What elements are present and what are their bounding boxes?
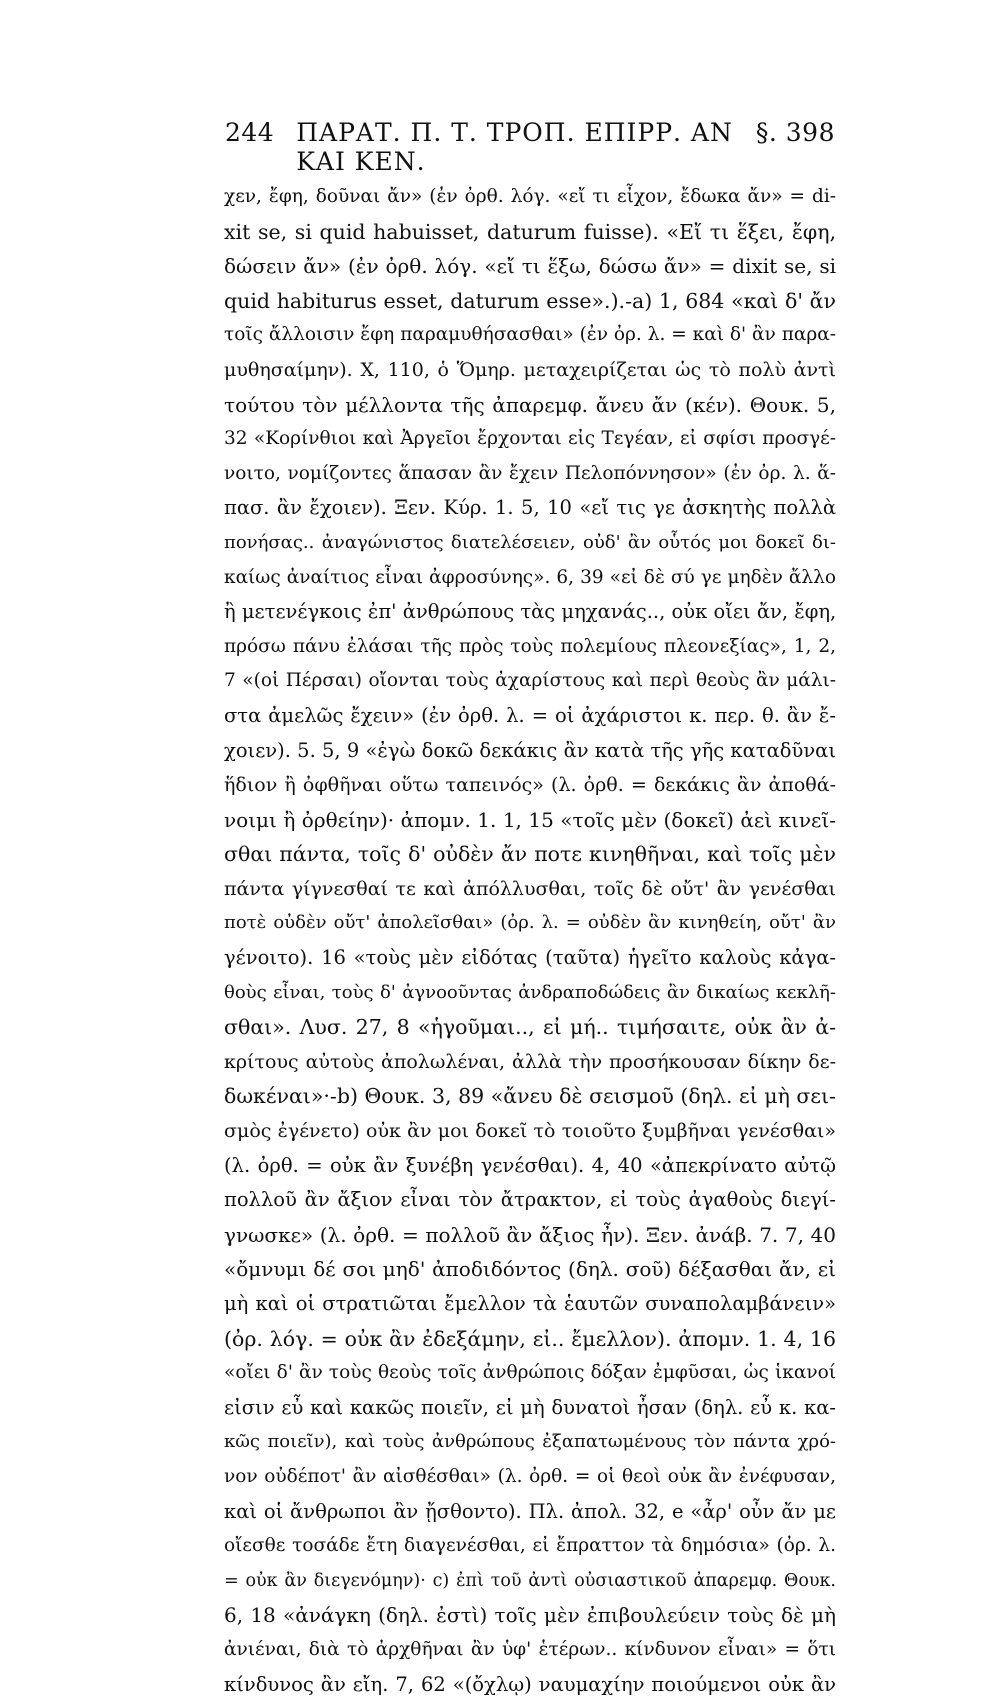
- text-line: ἢ μετενέγκοις ἐπ' ἀνθρώπους τὰς μηχανάς.., οὐκ οἴει ἄν, ἔφη,: [224, 600, 836, 624]
- text-line: γένοιτο). 16 «τοὺς μὲν εἰδότας (ταῦτα) ἡγεῖτο καλοὺς κἀγα-: [224, 946, 836, 970]
- text-line: 32 «Κορίνθιοι καὶ Ἀργεῖοι ἔρχονται εἰς Τεγέαν, εἰ σφίσι προσγέ-: [224, 428, 836, 450]
- text-line: ἥδιον ἢ ὀφθῆναι οὕτω ταπεινός» (λ. ὀρθ. = δεκάκις ἂν ἀποθά-: [224, 774, 836, 797]
- body-text: [224, 180, 836, 1702]
- text-line: νοιτο, νομίζοντες ἅπασαν ἂν ἔχειν Πελοπόννησον» (ἐν ὀρ. λ. ἅ-: [224, 462, 836, 484]
- text-line: πονήσας.. ἀναγώνιστος διατελέσειεν, οὐδ' ἂν οὗτός μοι δοκεῖ δι-: [224, 531, 836, 553]
- text-line: καὶ οἱ ἄνθρωποι ἂν ᾔσθοντο). Πλ. ἀπολ. 32, e «ἆρ' οὖν ἄν με: [224, 1499, 836, 1523]
- text-line: «οἴει δ' ἂν τοὺς θεοὺς τοῖς ἀνθρώποις δόξαν ἐμφῦσαι, ὡς ἱκανοί: [224, 1362, 836, 1384]
- page-number: 244: [225, 118, 275, 147]
- text-line: xit se, si quid habuisset, daturum fuisse). «Εἴ τι ἕξει, ἔφη,: [224, 219, 836, 244]
- text-line: χοιεν). 5. 5, 9 «ἐγὼ δοκῶ δεκάκις ἂν κατὰ τῆς γῆς καταδῦναι: [224, 738, 836, 762]
- text-line: εἰσιν εὖ καὶ κακῶς ποιεῖν, εἰ μὴ δυνατοὶ ἦσαν (δηλ. εὖ κ. κα-: [224, 1395, 836, 1419]
- text-line: 7 «(οἱ Πέρσαι) οἴονται τοὺς ἀχαρίστους καὶ περὶ θεοὺς ἂν μάλι-: [224, 670, 836, 692]
- text-line: κῶς ποιεῖν), καὶ τοὺς ἀνθρώπους ἐξαπατωμένους τὸν πάντα χρό-: [224, 1431, 836, 1453]
- text-line: πρόσω πάνυ ἐλάσαι τῆς πρὸς τοὺς πολεμίους πλεονεξίας», 1, 2,: [224, 635, 836, 657]
- text-line: στα ἀμελῶς ἔχειν» (ἐν ὀρθ. λ. = οἱ ἀχάριστοι κ. περ. θ. ἂν ἔ-: [224, 703, 836, 727]
- text-line: χεν, ἔφη, δοῦναι ἄν» (ἐν ὀρθ. λόγ. «εἴ τι εἶχον, ἔδωκα ἄν» = di-: [224, 186, 836, 207]
- text-line: καίως ἀναίτιος εἶναι ἀφροσύνης». 6, 39 «εἰ δὲ σύ γε μηδὲν ἄλλο: [224, 566, 836, 588]
- text-line: κρίτους αὐτοὺς ἀπολωλέναι, ἀλλὰ τὴν προσήκουσαν δίκην δε-: [224, 1050, 836, 1073]
- text-line: quid habiturus esset, daturum esse».).-a) 1, 684 «καὶ δ' ἄν: [224, 288, 836, 313]
- section-number: §. 398: [755, 118, 835, 147]
- text-line: γνωσκε» (λ. ὀρθ. = πολλοῦ ἂν ἄξιος ἦν). Ξεν. ἀνάβ. 7. 7, 40: [224, 1222, 836, 1247]
- text-line: ἀνιέναι, διὰ τὸ ἀρχθῆναι ἂν ὑφ' ἑτέρων.. κίνδυνον εἶναι» = ὅτι: [224, 1638, 836, 1660]
- text-line: μὴ καὶ οἱ στρατιῶται ἔμελλον τὰ ἑαυτῶν συναπολαμβάνειν»: [224, 1292, 836, 1315]
- text-line: οἴεσθε τοσάδε ἔτη διαγενέσθαι, εἰ ἔπραττον τὰ δημόσια» (ὀρ. λ.: [224, 1535, 836, 1557]
- text-line: πάντα γίγνεσθαί τε καὶ ἀπόλλυσθαι, τοῖς δὲ οὔτ' ἂν γενέσθαι: [224, 877, 836, 900]
- text-line: τοῖς ἄλλοισιν ἔφη παραμυθήσασθαι» (ἐν ὀρ. λ. = καὶ δ' ἂν παρα-: [224, 324, 836, 346]
- text-line: κίνδυνος ἂν εἴη. 7, 62 «(ὄχλῳ) ναυμαχίην ποιούμενοι οὐκ ἂν: [224, 1672, 836, 1696]
- running-title: ΠΑΡΑΤ. Π. Τ. ΤΡΟΠ. ΕΠΙΡΡ. ΑΝ ΚΑΙ ΚΕΝ.: [296, 118, 733, 176]
- text-line: σθαι». Λυσ. 27, 8 «ἡγοῦμαι.., εἰ μή.. τιμήσαιτε, οὐκ ἂν ἀ-: [224, 1015, 836, 1040]
- text-line: ποτὲ οὐδὲν οὔτ' ἀπολεῖσθαι» (ὀρ. λ. = οὐδὲν ἂν κινηθείη, οὔτ' ἂν: [224, 912, 836, 934]
- text-line: μυθησαίμην). Χ, 110, ὁ Ὅμηρ. μεταχειρίζεται ὡς τὸ πολὺ ἀντὶ: [224, 358, 836, 381]
- text-line: δωκέναι»·-b) Θουκ. 3, 89 «ἄνευ δὲ σεισμοῦ (δηλ. εἰ μὴ σει-: [224, 1084, 836, 1109]
- text-line: «ὄμνυμι δέ σοι μηδ' ἀποδιδόντος (δηλ. σοῦ) δέξασθαι ἄν, εἰ: [224, 1257, 836, 1282]
- text-line: σθαι πάντα, τοῖς δ' οὐδὲν ἄν ποτε κινηθῆναι, καὶ τοῖς μὲν: [224, 842, 836, 867]
- text-line: 6, 18 «ἀνάγκη (δηλ. ἐστὶ) τοῖς μὲν ἐπιβουλεύειν τοὺς δὲ μὴ: [224, 1603, 836, 1628]
- running-head: [225, 118, 835, 176]
- text-line: σμὸς ἐγένετο) οὐκ ἂν μοι δοκεῖ τὸ τοιοῦτο ξυμβῆναι γενέσθαι»: [224, 1120, 836, 1143]
- text-line: = οὐκ ἂν διεγενόμην)· c) ἐπὶ τοῦ ἀντὶ οὐσιαστικοῦ ἀπαρεμφ. Θουκ.: [224, 1570, 836, 1591]
- text-line: (ὀρ. λόγ. = οὐκ ἂν ἐδεξάμην, εἰ.. ἔμελλον). ἀπομν. 1. 4, 16: [224, 1326, 836, 1351]
- text-line: νοιμι ἢ ὀρθείην)· ἀπομν. 1. 1, 15 «τοῖς μὲν (δοκεῖ) ἀεὶ κινεῖ-: [224, 807, 836, 832]
- text-line: δώσειν ἄν» (ἐν ὀρθ. λόγ. «εἴ τι ἕξω, δώσω ἄν» = dixit se, si: [224, 254, 836, 279]
- text-line: τούτου τὸν μέλλοντα τῆς ἀπαρεμφ. ἄνευ ἄν (κέν). Θουκ. 5,: [224, 392, 836, 417]
- text-line: νον οὐδέποτ' ἂν αἰσθέσθαι» (λ. ὀρθ. = οἱ θεοὶ οὐκ ἂν ἐνέφυσαν,: [224, 1465, 836, 1487]
- text-line: θοὺς εἶναι, τοὺς δ' ἀγνοοῦντας ἀνδραποδώδεις ἂν δικαίως κεκλῆ-: [224, 981, 836, 1003]
- text-line: (λ. ὀρθ. = οὐκ ἂν ξυνέβη γενέσθαι). 4, 40 «ἀπεκρίνατο αὐτῷ: [224, 1153, 836, 1177]
- text-line: πολλοῦ ἂν ἄξιον εἶναι τὸν ἄτρακτον, εἰ τοὺς ἀγαθοὺς διεγί-: [224, 1188, 836, 1212]
- text-line: πασ. ἂν ἔχοιεν). Ξεν. Κύρ. 1. 5, 10 «εἴ τις γε ἀσκητὴς πολλὰ: [224, 496, 836, 520]
